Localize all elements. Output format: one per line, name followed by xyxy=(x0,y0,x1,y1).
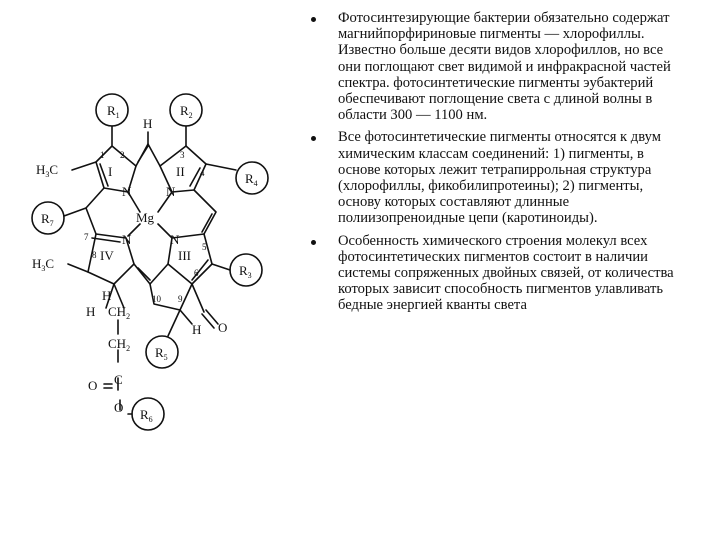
r6-label: $R_6$ xyxy=(140,407,153,424)
n-bottom-right-label: N xyxy=(170,232,180,247)
ring-iii-label: III xyxy=(178,248,191,263)
h3c-top-label: $H_3C$ xyxy=(36,162,59,179)
bullet-text: Фотосинтезирующие бактерии обязательно содержат магнийпорфириновые пигменты — хлорофиллы. Известно больше десяти видов хлорофиллов, но все они поглощают свет видимой и инфракрасной частей спектра. фотосинтетические пигменты эубактерий обеспечивают поглощение света с длиной волны в области 300 — 1100 нм. xyxy=(338,10,671,124)
r7-label: $R_7$ xyxy=(41,211,54,228)
ch2-second-label: $CH_2$ xyxy=(108,336,131,353)
ring-i-label: I xyxy=(108,164,113,179)
h-top-label: H xyxy=(143,116,153,131)
ring-ii-label: II xyxy=(176,164,185,179)
n-top-right-label: N xyxy=(166,184,176,199)
r1-label: $R_1$ xyxy=(107,103,120,120)
position-7-label: 7 xyxy=(84,232,89,242)
position-10-label: 10 xyxy=(152,294,161,304)
position-2-label: 2 xyxy=(120,150,125,160)
bullet-text: Все фотосинтетические пигменты относятся к двум химическим классам соединений: 1) пигменты, в основе которых лежит тетрапиррольная структура (хлорофиллы, фикобилипротеины); 2) пигменты, основу которых составляют длинные полиизопреноидные цепи (каротиноиды). xyxy=(338,129,661,227)
bullet-item xyxy=(306,129,686,226)
position-8-label: 8 xyxy=(92,250,97,260)
ring-iv-label: IV xyxy=(100,248,114,263)
r3-label: $R_3$ xyxy=(239,263,252,280)
bullet-marker xyxy=(311,136,316,141)
ch2-first-label: $CH_2$ xyxy=(108,304,131,321)
h-ring-iv-label: H xyxy=(102,288,112,303)
chlorophyll-structure-diagram xyxy=(28,88,308,440)
position-3-label: 3 xyxy=(180,150,185,160)
r5-label: $R_5$ xyxy=(155,345,168,362)
o-ester-label: O xyxy=(114,400,124,415)
bullet-item xyxy=(306,233,686,314)
r2-label: $R_2$ xyxy=(180,103,193,120)
bullet-marker xyxy=(311,240,316,245)
position-6-label: 6 xyxy=(194,268,199,278)
h3c-bottom-label: $H_3C$ xyxy=(32,256,55,273)
h-lower-label: H xyxy=(86,304,96,319)
o-ketone-label: O xyxy=(218,320,228,335)
mg-label: Mg xyxy=(136,210,155,225)
position-5-label: 5 xyxy=(202,242,207,252)
r4-label: $R_4$ xyxy=(245,171,258,188)
bullet-item xyxy=(306,10,686,123)
position-9-label: 9 xyxy=(178,294,183,304)
bullet-list xyxy=(306,10,686,320)
bullet-marker xyxy=(311,17,316,22)
o-double-label: O xyxy=(88,378,98,393)
h-ring-v-label: H xyxy=(192,322,202,337)
position-1-label: 1 xyxy=(100,150,105,160)
n-bottom-left-label: N xyxy=(122,232,132,247)
position-4-label: 4 xyxy=(200,168,205,178)
c-ester-label: C xyxy=(114,372,123,387)
n-top-left-label: N xyxy=(122,184,132,199)
bullet-text: Особенность химического строения молекул всех фотосинтетических пигментов состоит в наличии системы сопряженных двойных связей, от количества которых зависит способность пигментов улавливать бедные энергией кванты света xyxy=(338,232,674,314)
